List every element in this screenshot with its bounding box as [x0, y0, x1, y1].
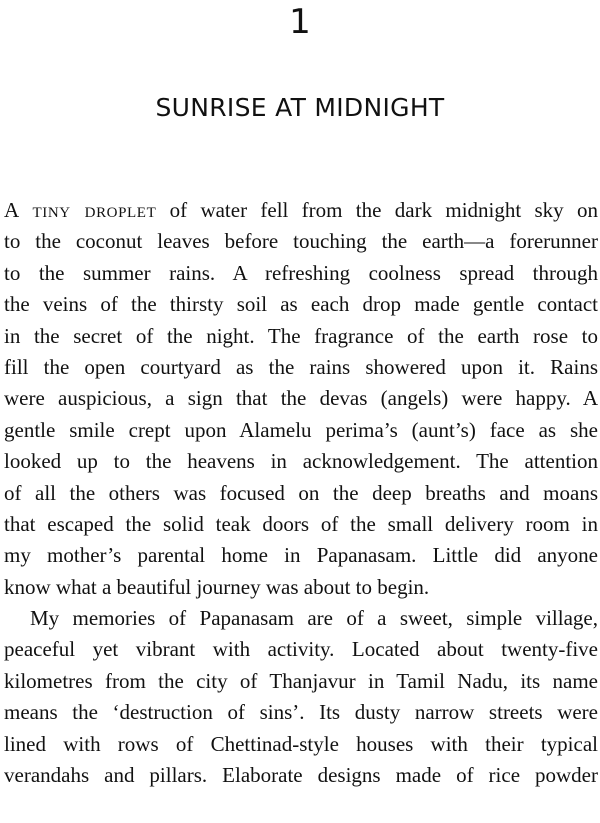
opening-small-caps: A tiny droplet — [4, 198, 157, 222]
paragraph-2-line-5: lined with rows of Chettinad-style houses with their typical — [4, 731, 598, 756]
paragraph-1-line-1 — [4, 195, 598, 226]
paragraph-1-line-10: of all the others was focused on the deep breaths and moans — [4, 480, 598, 505]
paragraph-1-line-2: to the coconut leaves before touching the earth—a forerunner — [4, 229, 598, 254]
chapter-number: 1 — [289, 2, 311, 42]
chapter-body — [4, 195, 598, 791]
paragraph-2-line-3: kilometres from the city of Thanjavur in Tamil Nadu, its name — [4, 668, 598, 693]
paragraph-1-line-1-text: of water fell from the dark midnight sky on — [156, 198, 598, 222]
paragraph-1-line-11: that escaped the solid teak doors of the small delivery room in — [4, 511, 598, 536]
paragraph-2-line-2: peaceful yet vibrant with activity. Located about twenty-five — [4, 637, 598, 662]
chapter-title: SUNRISE AT MIDNIGHT — [155, 93, 445, 122]
paragraph-1-line-8: gentle smile crept upon Alamelu perima’s (aunt’s) face as she — [4, 417, 598, 442]
paragraph-1-line-12: my mother’s parental home in Papanasam. Little did anyone — [4, 543, 598, 568]
paragraph-1-line-4: the veins of the thirsty soil as each drop made gentle contact — [4, 292, 598, 317]
paragraph-1-line-13: know what a beautiful journey was about to begin. — [4, 574, 430, 599]
paragraph-1-line-7: were auspicious, a sign that the devas (angels) were happy. A — [4, 386, 598, 411]
paragraph-1-line-3: to the summer rains. A refreshing coolness spread through — [4, 260, 598, 285]
paragraph-1-line-6: fill the open courtyard as the rains showered upon it. Rains — [4, 354, 598, 379]
paragraph-2-line-1: My memories of Papanasam are of a sweet, simple village, — [30, 606, 598, 631]
paragraph-1-line-5: in the secret of the night. The fragrance of the earth rose to — [4, 323, 598, 348]
paragraph-2-line-6: verandahs and pillars. Elaborate designs made of rice powder — [4, 763, 598, 788]
paragraph-1-line-9: looked up to the heavens in acknowledgement. The attention — [4, 449, 598, 474]
paragraph-2-line-4: means the ‘destruction of sins’. Its dusty narrow streets were — [4, 700, 598, 725]
